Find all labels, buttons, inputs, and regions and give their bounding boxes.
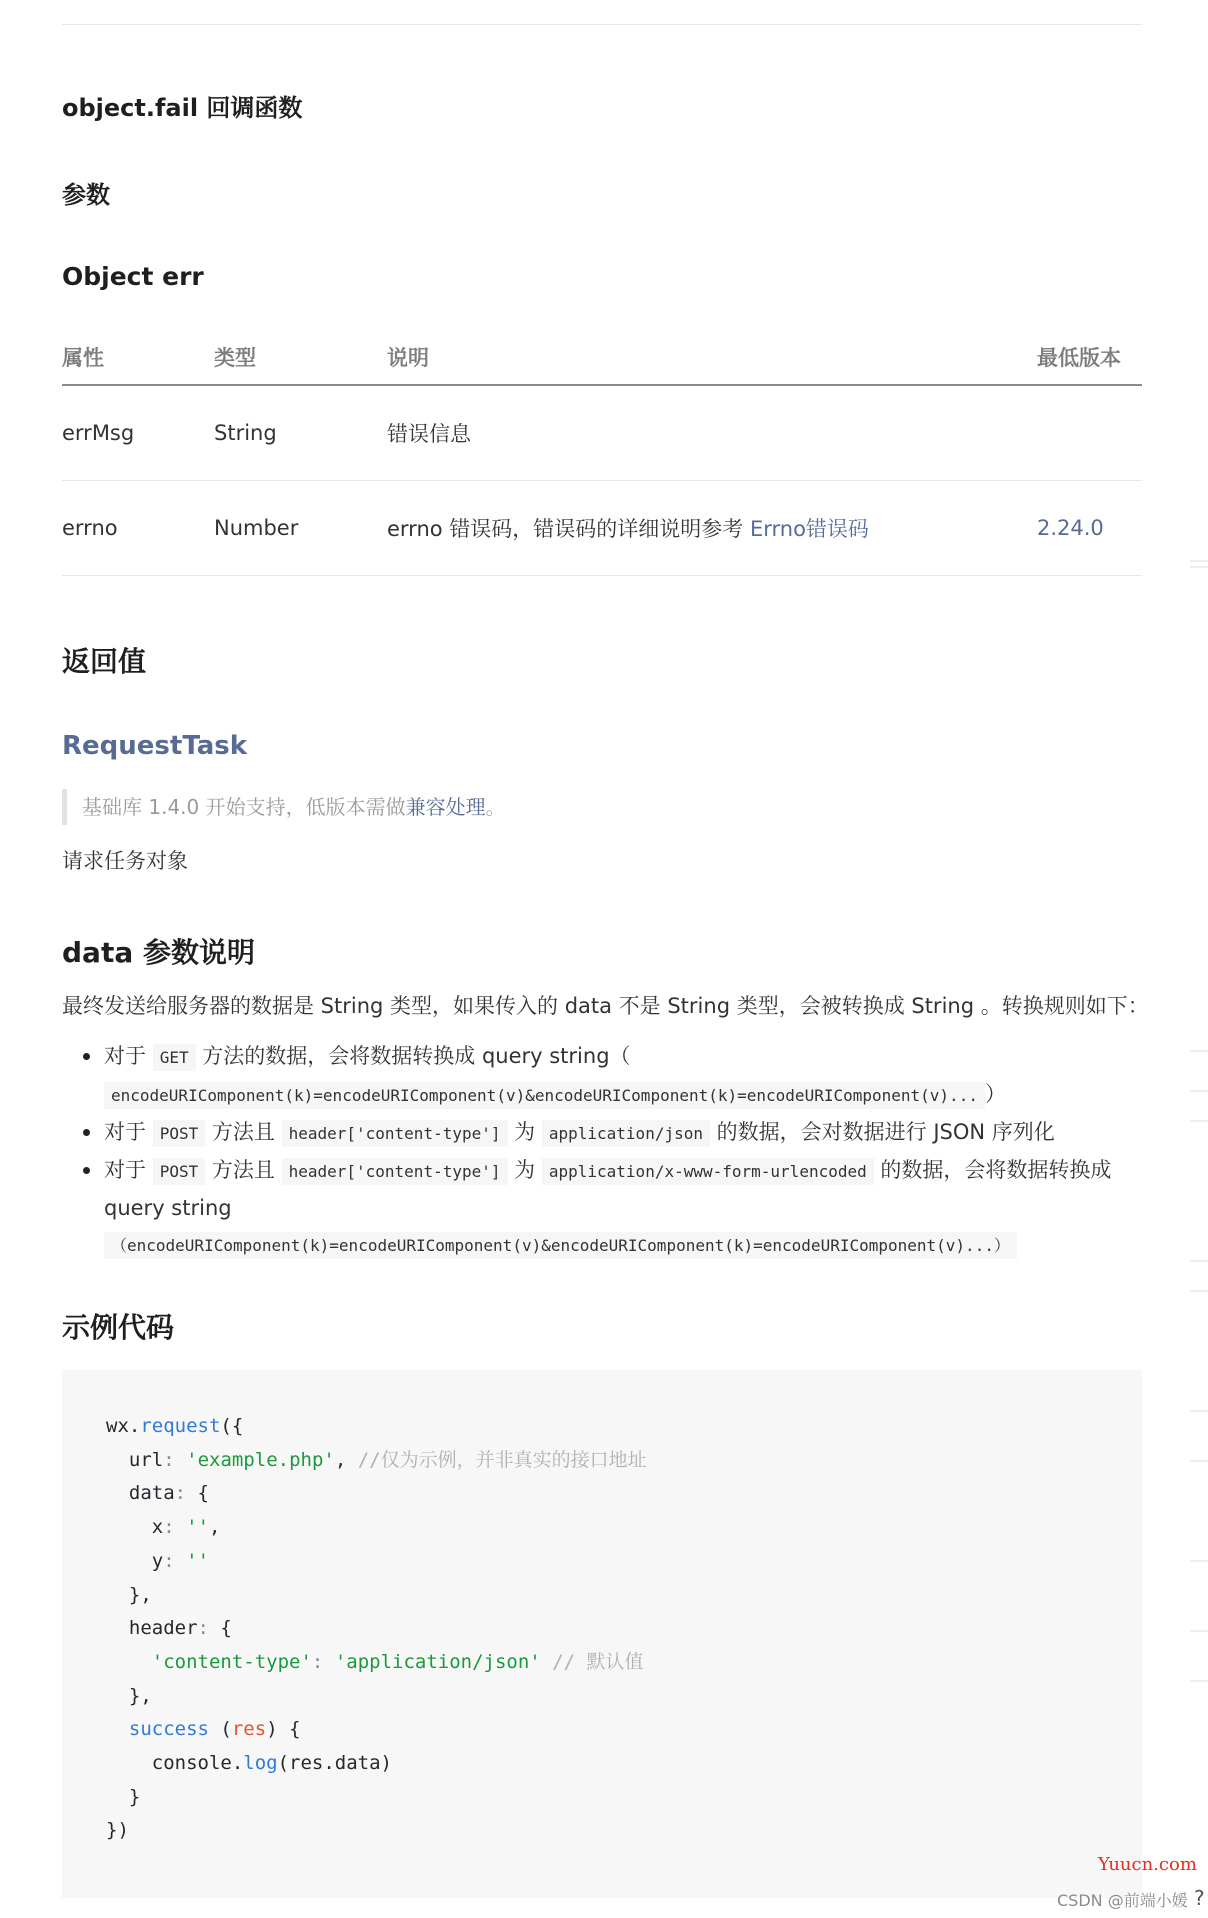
col-header-desc: 说明 [387,330,1037,385]
rule-text: 对于 [104,1044,153,1068]
table-row [62,480,1142,575]
heading-object-err: Object err [62,262,204,291]
inline-code: application/json [542,1120,710,1147]
list-item [62,1038,1142,1114]
inline-code: （encodeURIComponent(k)=encodeURIComponent(v)&encodeURIComponent(k)=encodeURIComponent(v)...） [104,1232,1017,1259]
list-item [62,1152,1142,1264]
rule-text: 为 [507,1120,542,1144]
col-header-type: 类型 [214,330,387,385]
request-task-link[interactable]: RequestTask [62,731,248,761]
code-content: wx.request({ url: 'example.php', //仅为示例，并非真实的接口地址 data: { x: '', y: '' }, header: { 'content-type': 'application/json' // 默认值 }, success (res) { console.log(res.data) } }) [106,1415,647,1842]
rule-text: 的数据，会对数据进行 JSON 序列化 [709,1120,1055,1144]
heading-data-params: data 参数说明 [62,936,255,969]
cell-desc: 错误信息 [387,385,1037,480]
rule-text: 的数据，会将数据转换成 [873,1158,1112,1182]
rule-text: 方法且 [205,1158,282,1182]
scroll-rail[interactable] [1186,560,1208,1760]
compat-link[interactable]: 兼容处理 [405,795,486,819]
quote-text: 基础库 1.4.0 开始支持，低版本需做 [82,795,406,819]
inline-code: header['content-type'] [282,1158,508,1185]
rule-text: query string [104,1196,232,1220]
quote-suffix: 。 [485,795,506,819]
watermark-yuucn: Yuucn.com [1098,1854,1197,1875]
cell-type: Number [214,480,387,575]
rule-text: ） [984,1082,1006,1106]
inline-code: POST [153,1120,206,1147]
conversion-rules-list [62,1038,1142,1264]
cell-name: errMsg [62,385,214,480]
watermark-csdn: CSDN @前端小媛 [1057,1891,1188,1910]
rule-text: 对于 [104,1120,153,1144]
code-block [62,1370,1142,1898]
inline-code: GET [153,1044,196,1071]
cell-desc-text: errno 错误码，错误码的详细说明参考 [387,516,750,541]
cell-name: errno [62,480,214,575]
version-link[interactable]: 2.24.0 [1037,515,1104,540]
heading-params: 参数 [62,181,110,209]
version-note-quote [62,789,506,825]
list-item [62,1114,1142,1152]
col-header-attr: 属性 [62,330,214,385]
heading-fail-callback: object.fail 回调函数 [62,94,303,122]
cell-desc [387,480,1037,575]
rule-text: 对于 [104,1158,153,1182]
inline-code: POST [153,1158,206,1185]
inline-code: encodeURIComponent(k)=encodeURIComponent(v)&encodeURIComponent(k)=encodeURIComponent(v)... [104,1082,985,1109]
table-header-row [62,330,1142,385]
question-icon[interactable]: ? [1194,1886,1205,1910]
request-task-description: 请求任务对象 [62,849,188,873]
params-table [62,330,1142,576]
table-row [62,385,1142,480]
data-intro-text: 最终发送给服务器的数据是 String 类型，如果传入的 data 不是 String 类型，会被转换成 String 。转换规则如下： [62,994,1149,1018]
errno-link[interactable]: Errno错误码 [749,516,869,541]
inline-code: header['content-type'] [282,1120,508,1147]
rule-text: 方法且 [205,1120,282,1144]
inline-code: application/x-www-form-urlencoded [542,1158,874,1185]
cell-version [1037,385,1142,480]
rule-text: 为 [507,1158,542,1182]
col-header-version: 最低版本 [1037,330,1142,385]
cell-type: String [214,385,387,480]
top-divider [62,24,1142,25]
cell-version [1037,480,1142,575]
heading-example-code: 示例代码 [62,1311,175,1344]
heading-return-value: 返回值 [62,645,147,678]
rule-text: 方法的数据，会将数据转换成 query string（ [195,1044,631,1068]
